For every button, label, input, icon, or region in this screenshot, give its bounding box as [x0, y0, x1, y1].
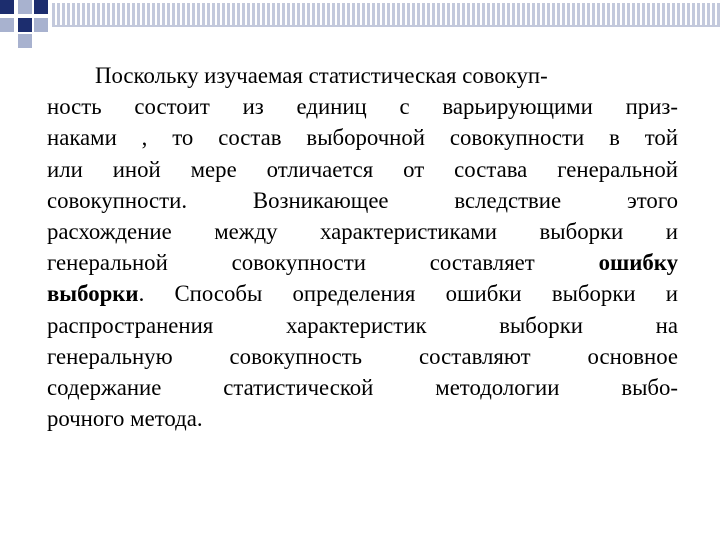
text-line: распространения характеристик выборки на — [47, 312, 678, 338]
decor-square — [34, 0, 48, 14]
decor-square — [18, 0, 32, 14]
text-line — [47, 247, 678, 278]
text-line — [47, 278, 678, 309]
decor-square — [0, 0, 14, 14]
body-paragraph — [47, 60, 678, 434]
checkered-band — [52, 3, 720, 25]
decor-square — [18, 18, 32, 32]
text-segment: . Способы определения ошибки выборки и — [138, 281, 678, 307]
text-line: расхождение между характеристиками выборки и — [47, 219, 678, 245]
text-line: наками , то состав выборочной совокупности в той — [47, 125, 678, 151]
decor-square — [0, 18, 14, 32]
text-line: ность состоит из единиц с варьирующими приз- — [47, 94, 678, 120]
decor-square — [18, 34, 32, 48]
bold-term: выборки — [47, 281, 139, 307]
text-line: рочного метода. — [47, 406, 203, 432]
text-line: генеральную совокупность составляют основное — [47, 343, 678, 369]
text-line: совокупности. Возникающее вследствие этого — [47, 187, 678, 213]
decor-square — [34, 18, 48, 32]
text-line: Поскольку изучаемая статистическая совокуп- — [95, 63, 548, 88]
band-underline — [52, 25, 720, 27]
bold-term: ошибку — [598, 250, 679, 276]
text-line: или иной мере отличается от состава генеральной — [47, 156, 678, 182]
text-segment: генеральной совокупности составляет — [47, 250, 535, 276]
text-line: содержание статистической методологии выбо- — [47, 375, 678, 401]
